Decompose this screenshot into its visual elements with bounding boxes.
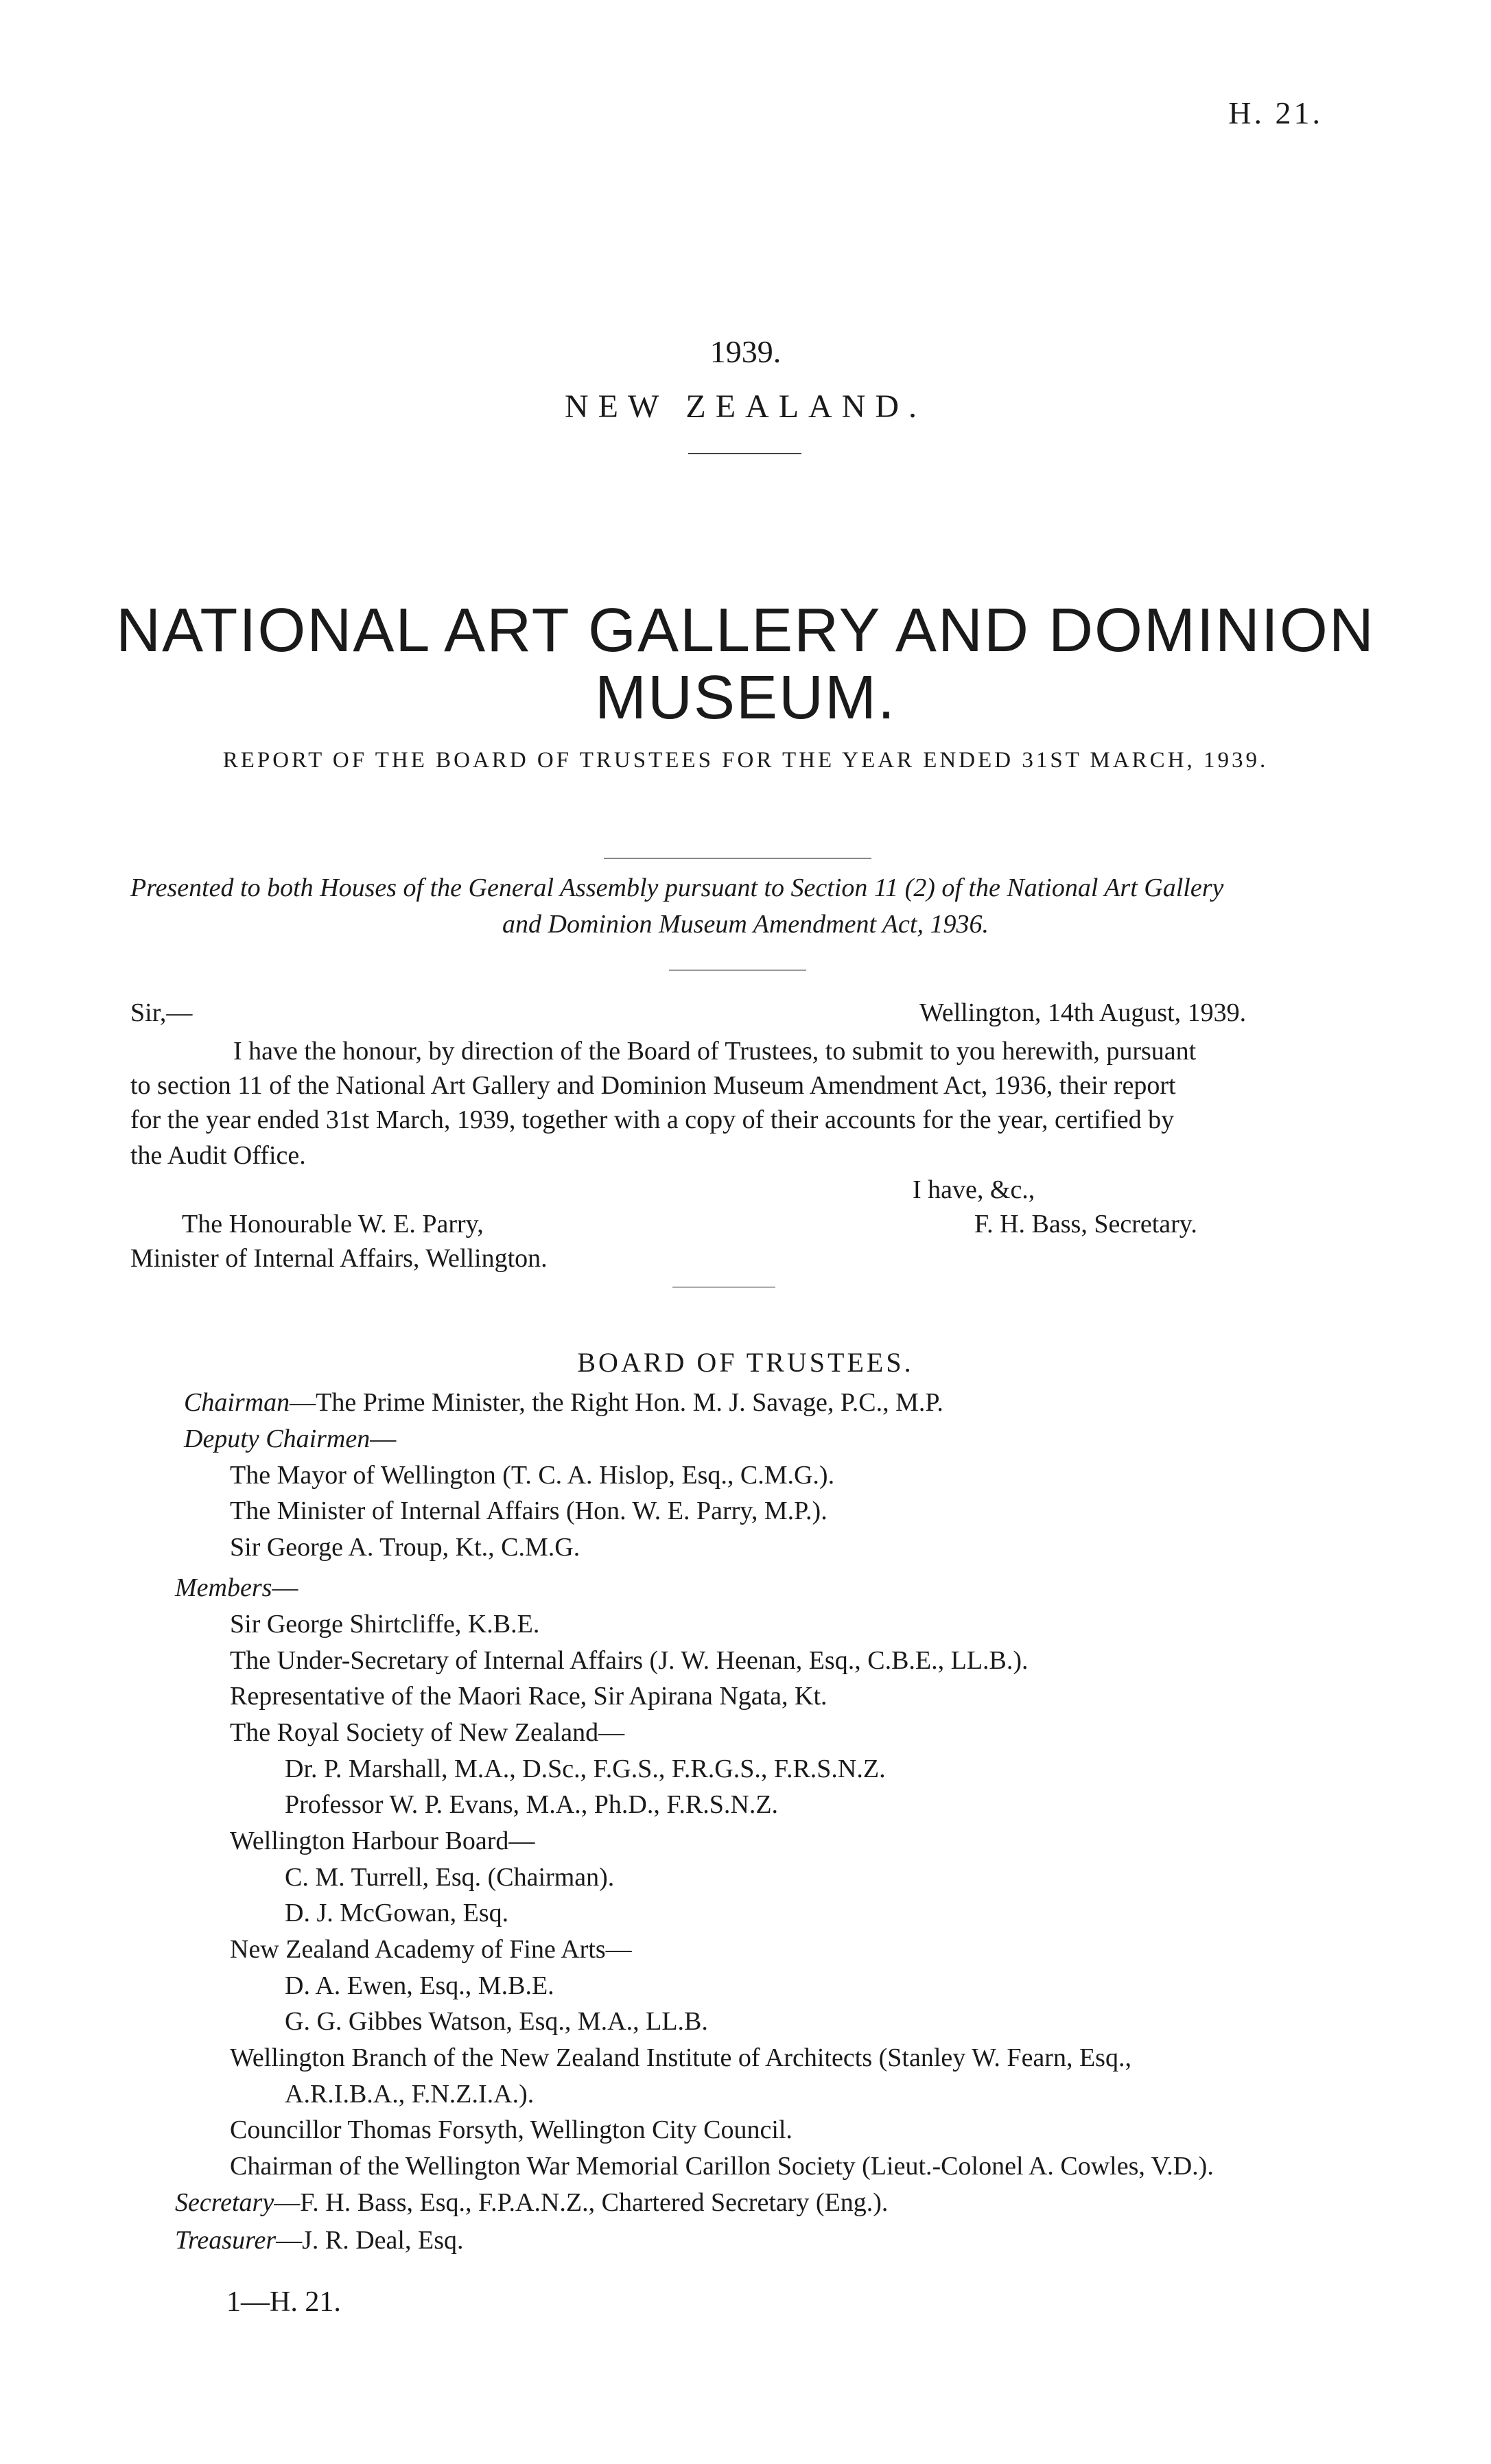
country-heading: NEW ZEALAND. <box>564 388 927 425</box>
members-dash: — <box>272 1573 298 1602</box>
letter-body-line: the Audit Office. <box>130 1141 306 1170</box>
list-item: The Mayor of Wellington (T. C. A. Hislop, Esq., C.M.G.). <box>230 1461 835 1490</box>
list-item: D. J. McGowan, Esq. <box>285 1899 509 1927</box>
treasurer-value: —J. R. Deal, Esq. <box>276 2226 464 2255</box>
secretary-entry <box>175 2187 888 2218</box>
chairman-value: —The Prime Minister, the Right Hon. M. J. Savage, P.C., M.P. <box>290 1388 943 1417</box>
presented-statement-line-2: and Dominion Museum Amendment Act, 1936. <box>502 910 989 939</box>
page-footer: 1—H. 21. <box>226 2286 341 2318</box>
treasurer-label: Treasurer <box>175 2226 277 2255</box>
list-item: Chairman of the Wellington War Memorial Carillon Society (Lieut.-Colonel A. Cowles, V.D.). <box>230 2152 1214 2181</box>
members-label: Members <box>175 1573 272 1602</box>
list-item: D. A. Ewen, Esq., M.B.E. <box>285 1971 554 2000</box>
letter-addressee-title: Minister of Internal Affairs, Wellington. <box>130 1244 548 1273</box>
document-title-line-2: MUSEUM. <box>595 664 896 732</box>
list-item: Dr. P. Marshall, M.A., D.Sc., F.G.S., F.R.G.S., F.R.S.N.Z. <box>285 1755 886 1783</box>
treasurer-entry <box>175 2225 463 2255</box>
letter-body-line: to section 11 of the National Art Gallery and Dominion Museum Amendment Act, 1936, their report <box>130 1071 1176 1100</box>
document-subtitle: REPORT OF THE BOARD OF TRUSTEES FOR THE YEAR ENDED 31ST MARCH, 1939. <box>222 748 1269 773</box>
document-year: 1939. <box>709 334 782 369</box>
letter-signature: F. H. Bass, Secretary. <box>974 1210 1197 1239</box>
deputy-chairmen-label: Deputy Chairmen <box>184 1424 371 1453</box>
letter-body-line: I have the honour, by direction of the Board of Trustees, to submit to you herewith, pursuant <box>233 1037 1197 1066</box>
chairman-label: Chairman <box>184 1388 290 1417</box>
list-item: Representative of the Maori Race, Sir Apirana Ngata, Kt. <box>230 1682 827 1711</box>
list-item: G. G. Gibbes Watson, Esq., M.A., LL.B. <box>285 2007 708 2036</box>
divider-rule <box>669 970 806 971</box>
list-item: Councillor Thomas Forsyth, Wellington City Council. <box>230 2115 793 2144</box>
members-label-line <box>175 1573 298 1603</box>
list-item: Wellington Branch of the New Zealand Institute of Architects (Stanley W. Fearn, Esq., <box>230 2043 1131 2072</box>
list-item: Sir George A. Troup, Kt., C.M.G. <box>230 1533 580 1562</box>
secretary-value: —F. H. Bass, Esq., F.P.A.N.Z., Chartered Secretary (Eng.). <box>274 2188 889 2217</box>
list-item: The Minister of Internal Affairs (Hon. W. E. Parry, M.P.). <box>230 1497 827 1525</box>
presented-statement-line-1: Presented to both Houses of the General Assembly pursuant to Section 11 (2) of the National Art Gallery <box>130 873 1224 902</box>
document-title-line-1: NATIONAL ART GALLERY AND DOMINION <box>116 596 1375 665</box>
list-item: The Under-Secretary of Internal Affairs (J. W. Heenan, Esq., C.B.E., LL.B.). <box>230 1646 1029 1675</box>
page-reference: H. 21. <box>1228 95 1323 130</box>
secretary-label: Secretary <box>175 2188 274 2217</box>
list-item: The Royal Society of New Zealand— <box>230 1718 625 1747</box>
list-item: C. M. Turrell, Esq. (Chairman). <box>285 1863 615 1892</box>
divider-rule <box>672 1287 775 1288</box>
list-item: Professor W. P. Evans, M.A., Ph.D., F.R.S.N.Z. <box>285 1790 779 1819</box>
list-item: A.R.I.B.A., F.N.Z.I.A.). <box>285 2080 535 2109</box>
letter-closing: I have, &c., <box>913 1175 1035 1204</box>
deputy-chairmen-label-line <box>184 1424 396 1454</box>
letter-addressee-name: The Honourable W. E. Parry, <box>182 1210 484 1239</box>
letter-salutation: Sir,— <box>130 998 193 1027</box>
chairman-entry <box>184 1387 943 1418</box>
divider-rule <box>604 858 871 859</box>
list-item: Wellington Harbour Board— <box>230 1827 535 1855</box>
letter-body-line: for the year ended 31st March, 1939, together with a copy of their accounts for the year, certified by <box>130 1105 1175 1134</box>
board-heading: BOARD OF TRUSTEES. <box>577 1347 914 1378</box>
divider-rule <box>688 453 801 454</box>
list-item: Sir George Shirtcliffe, K.B.E. <box>230 1610 540 1639</box>
deputy-chairmen-dash: — <box>370 1424 397 1453</box>
letter-place-date: Wellington, 14th August, 1939. <box>919 998 1247 1027</box>
list-item: New Zealand Academy of Fine Arts— <box>230 1935 632 1964</box>
